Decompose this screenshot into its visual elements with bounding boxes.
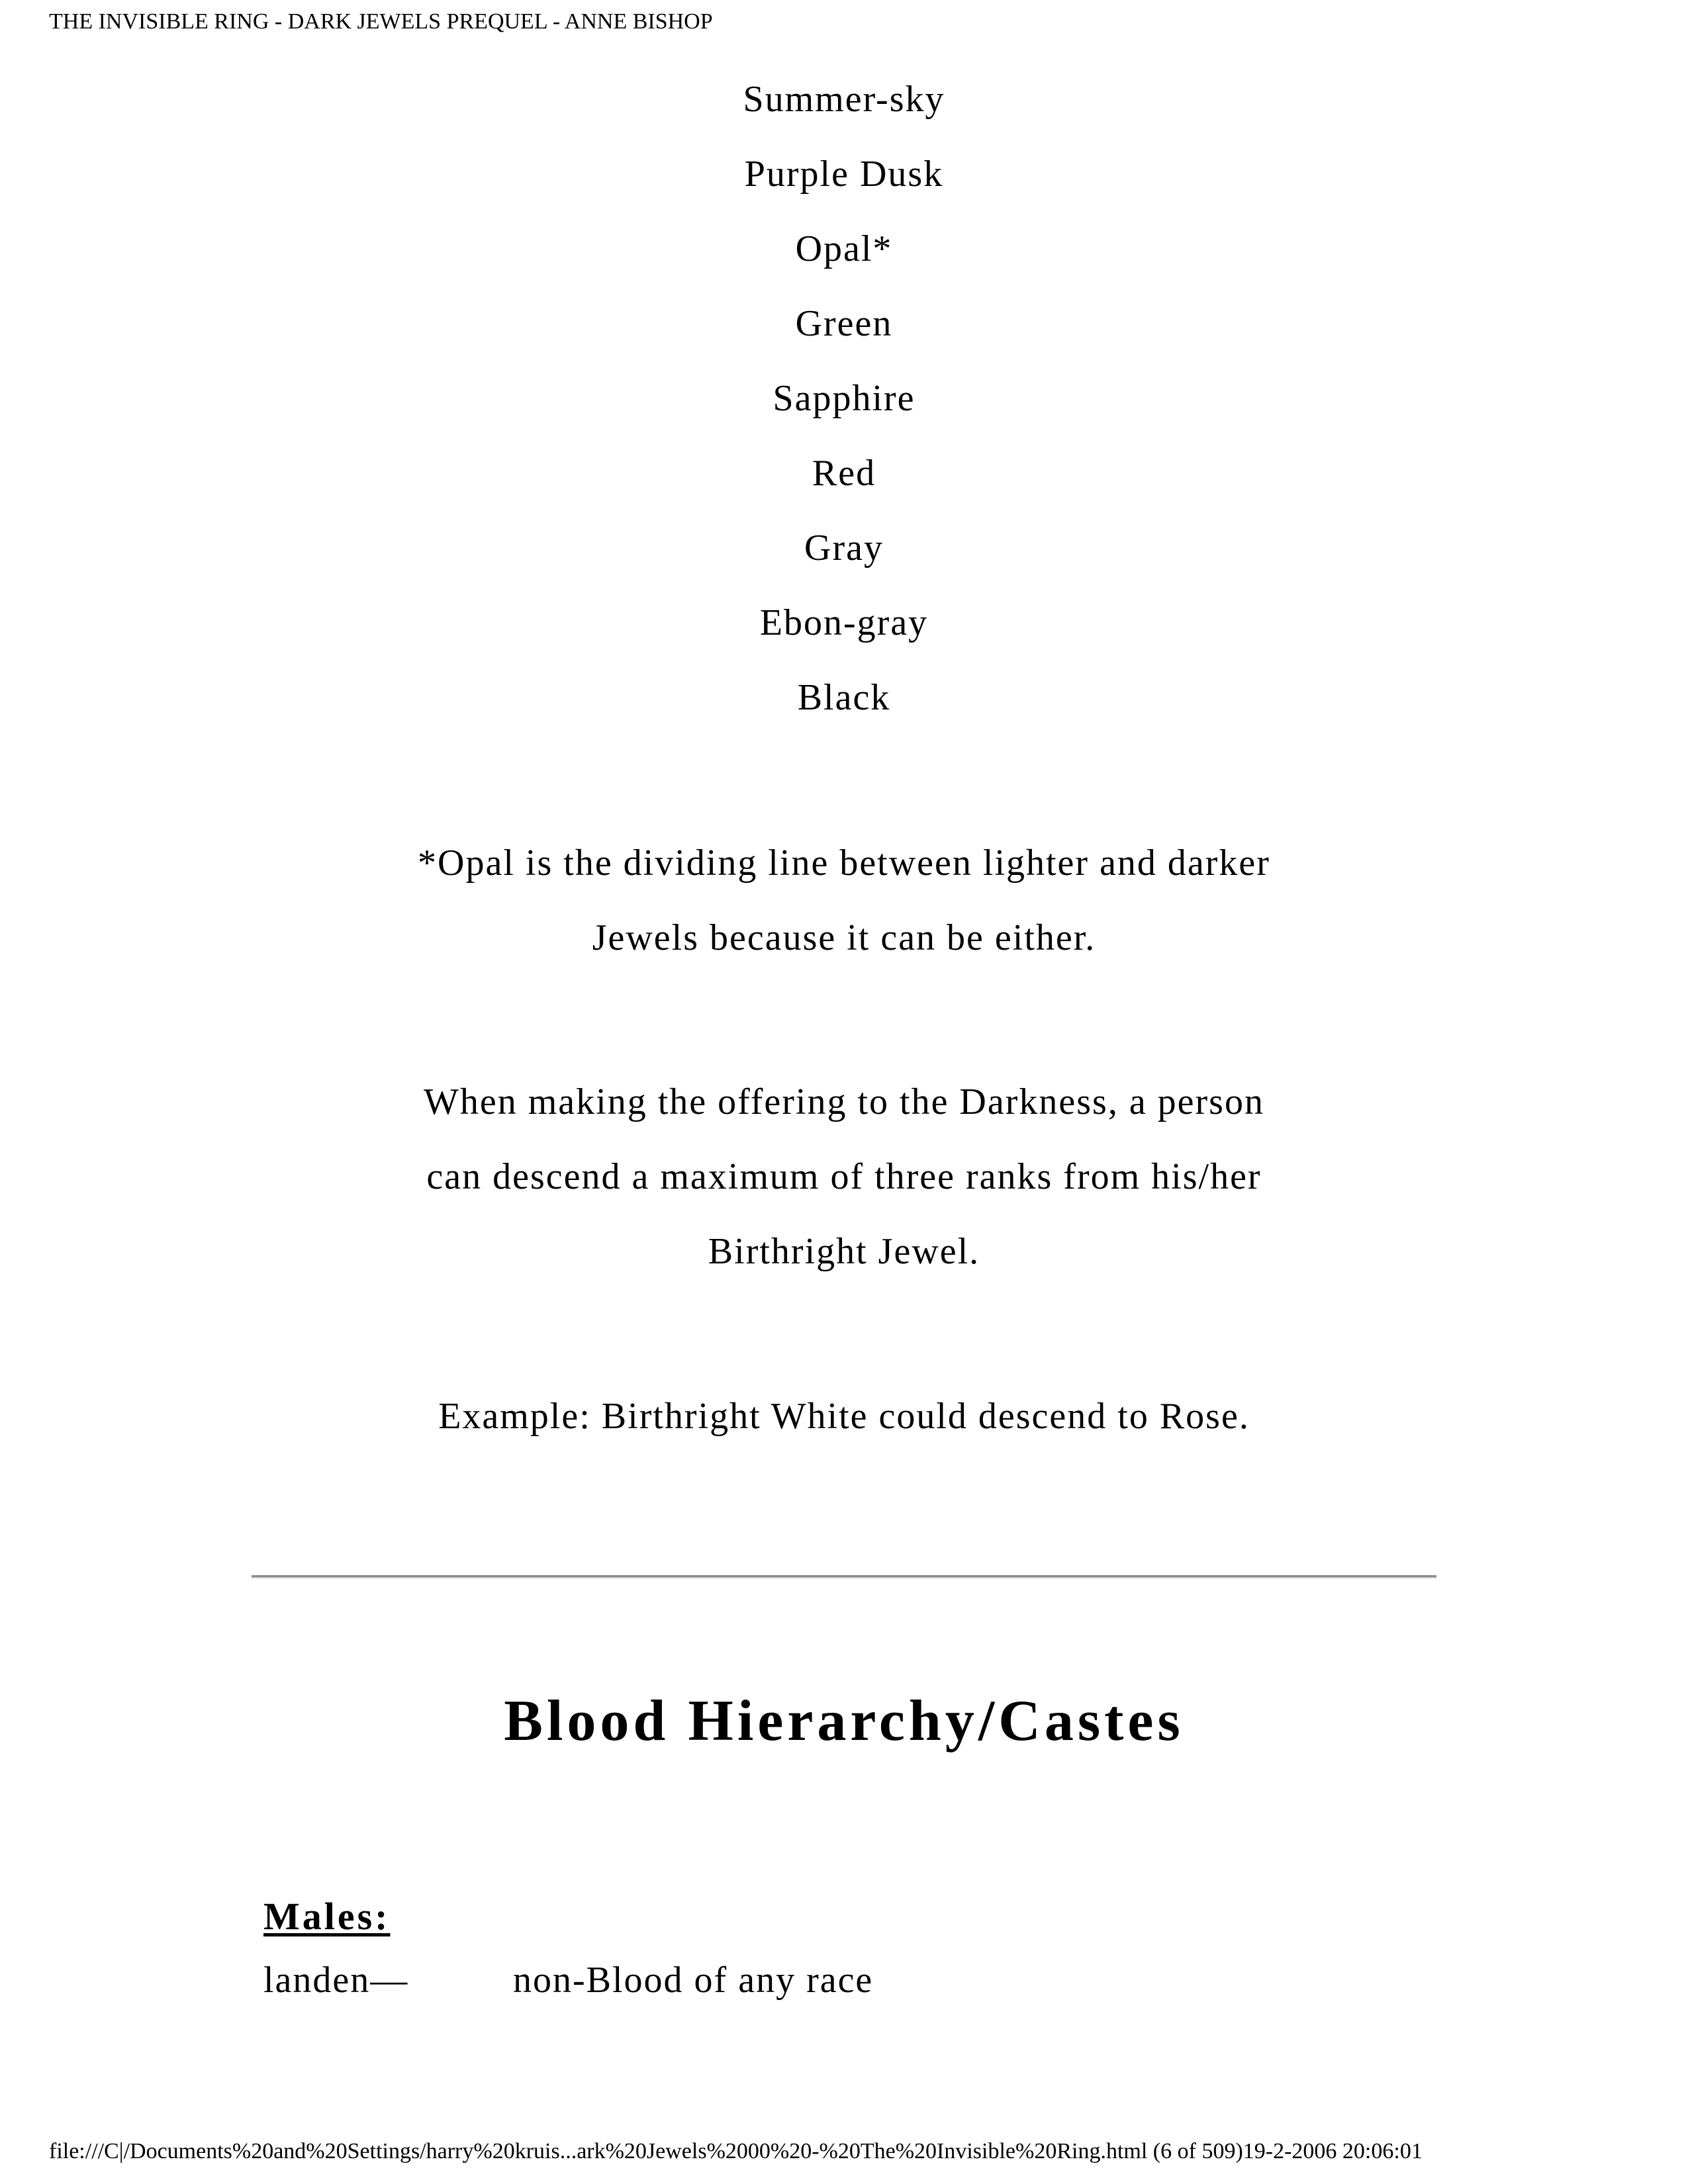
- jewel-list-item: Summer-sky: [743, 79, 945, 120]
- jewel-list-item: Red: [812, 453, 876, 494]
- document-footer-path: file:///C|/Documents%20and%20Settings/harry%20kruis...ark%20Jewels%2000%20-%20The%20Invisible%20Ring.html (6 of 509)19-2-2006 20:06:01: [49, 2139, 1423, 2163]
- jewel-list-item: Black: [797, 677, 891, 718]
- document-header: THE INVISIBLE RING - DARK JEWELS PREQUEL - ANNE BISHOP: [49, 9, 713, 34]
- jewel-list-item: Sapphire: [773, 378, 915, 419]
- offering-paragraph-line: Birthright Jewel.: [708, 1231, 980, 1272]
- opal-note-line: *Opal is the dividing line between lighter and darker: [418, 842, 1270, 884]
- opal-note-line: Jewels because it can be either.: [592, 917, 1096, 958]
- jewel-list-item: Ebon-gray: [759, 602, 929, 643]
- offering-paragraph-line: can descend a maximum of three ranks from his/her: [426, 1156, 1262, 1197]
- jewel-list-item: Gray: [804, 527, 884, 569]
- jewel-list-item: Green: [795, 303, 893, 344]
- jewel-list-item: Opal*: [795, 228, 893, 269]
- horizontal-divider: [252, 1575, 1436, 1578]
- jewel-list-item: Purple Dusk: [744, 154, 944, 195]
- caste-term: landen—: [263, 1960, 409, 2001]
- example-line: Example: Birthright White could descend to Rose.: [438, 1396, 1250, 1437]
- offering-paragraph-line: When making the offering to the Darkness, a person: [424, 1081, 1264, 1122]
- section-heading: Blood Hierarchy/Castes: [504, 1689, 1184, 1753]
- caste-definition: non-Blood of any race: [513, 1960, 874, 2001]
- males-label: Males:: [263, 1895, 391, 1938]
